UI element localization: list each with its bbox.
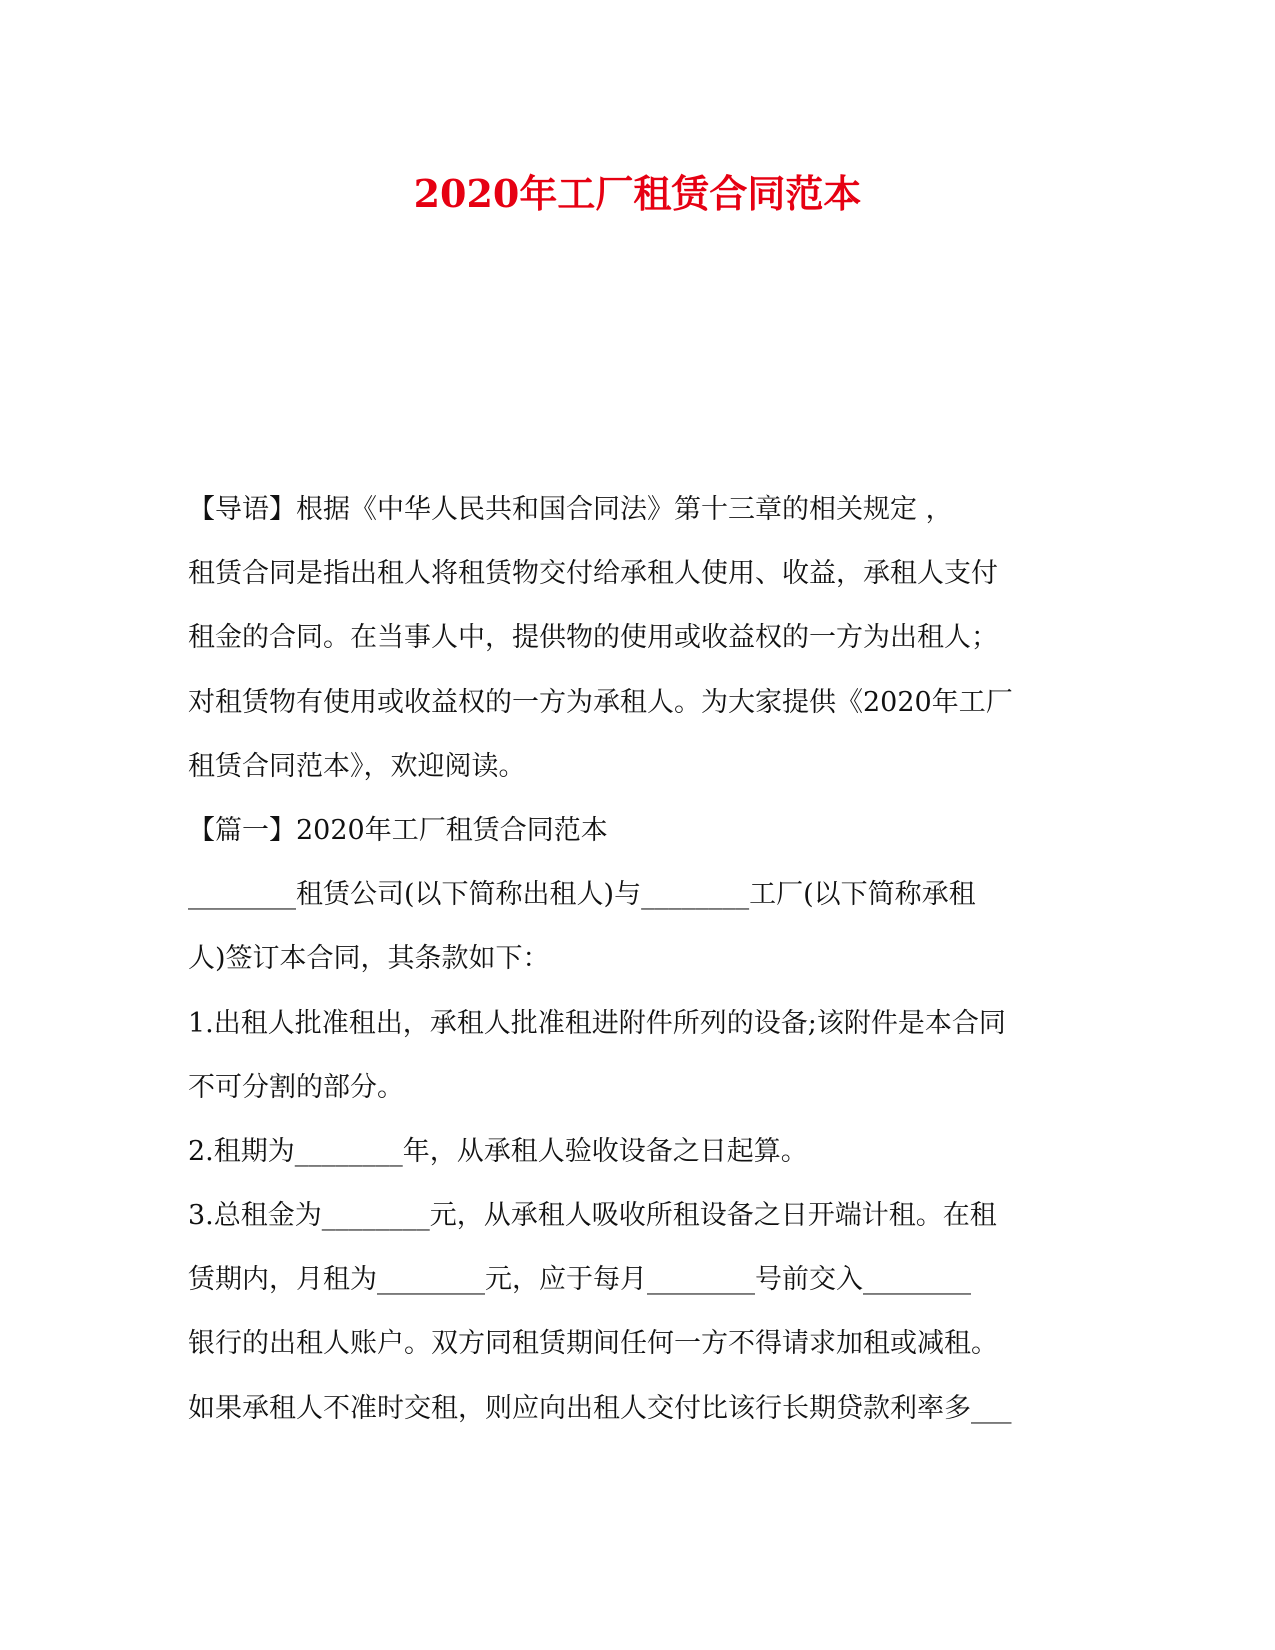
document-title: 2020年工厂租赁合同范本 <box>413 171 862 216</box>
intro-line-5: 租赁合同范本》，欢迎阅读。 <box>188 750 526 782</box>
document-body <box>188 478 1068 1441</box>
clause-3-line-3: 银行的出租人账户。双方同租赁期间任何一方不得请求加租或减租。 <box>188 1328 998 1360</box>
clause-1-line-1: 1.出租人批准租出，承租人批准租进附件所列的设备;该附件是本合同 <box>188 1007 1006 1039</box>
intro-line-3: 租金的合同。在当事人中，提供物的使用或收益权的一方为出租人； <box>188 622 998 654</box>
parties-line-1: ________租赁公司(以下简称出租人)与________工厂(以下简称承租 <box>188 879 976 911</box>
section-heading: 【篇一】2020年工厂租赁合同范本 <box>188 814 608 846</box>
clause-1-line-2: 不可分割的部分。 <box>188 1071 404 1103</box>
intro-line-2: 租赁合同是指出租人将租赁物交付给承租人使用、收益，承租人支付 <box>188 558 998 590</box>
clause-3-line-1: 3.总租金为________元，从承租人吸收所租设备之日开端计租。在租 <box>188 1200 997 1232</box>
clause-2-line-1: 2.租期为________年，从承租人验收设备之日起算。 <box>188 1135 808 1167</box>
intro-line-4: 对租赁物有使用或收益权的一方为承租人。为大家提供《2020年工厂 <box>188 686 1013 718</box>
intro-line-1: 【导语】根据《中华人民共和国合同法》第十三章的相关规定 ， <box>188 494 953 525</box>
clause-3-line-2: 赁期内，月租为________元，应于每月________号前交入________ <box>188 1264 971 1296</box>
parties-line-2: 人)签订本合同，其条款如下： <box>188 943 550 975</box>
clause-3-line-4: 如果承租人不准时交租，则应向出租人交付比该行长期贷款利率多___ <box>188 1392 1012 1424</box>
